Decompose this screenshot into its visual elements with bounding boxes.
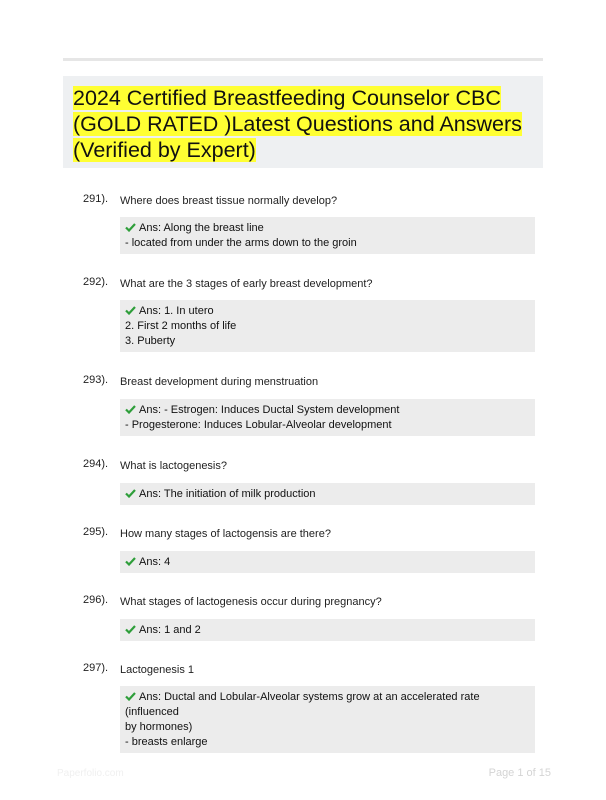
page-number: Page 1 of 15 — [488, 767, 551, 779]
top-divider — [63, 58, 543, 61]
check-icon — [125, 223, 136, 232]
check-icon — [125, 489, 136, 498]
answer-box — [120, 217, 535, 254]
answer-box — [120, 483, 535, 505]
answer-box — [120, 399, 535, 436]
answer-box — [120, 619, 535, 641]
document-title: 2024 Certified Breastfeeding Counselor CBC (GOLD RATED )Latest Questions and Answers (Verified by Expert) — [73, 86, 522, 162]
question-text: How many stages of lactogensis are there? — [120, 528, 331, 540]
question-number: 297). — [83, 662, 109, 674]
question-number: 294). — [83, 458, 109, 470]
question-text: Breast development during menstruation — [120, 376, 319, 388]
answer-box — [120, 551, 535, 573]
answer-line: Ans: Along the breast line — [139, 222, 264, 234]
answer-line: Ans: The initiation of milk production — [139, 488, 316, 500]
question-text: Where does breast tissue normally develop? — [120, 195, 338, 207]
answer-line: 2. First 2 months of life — [125, 320, 237, 332]
title-banner — [63, 76, 543, 168]
check-icon — [125, 306, 136, 315]
check-icon — [125, 405, 136, 414]
question-number: 293). — [83, 374, 109, 386]
question-text: What are the 3 stages of early breast development? — [120, 278, 373, 290]
answer-box — [120, 300, 535, 352]
question-text: What stages of lactogenesis occur during pregnancy? — [120, 596, 382, 608]
answer-line: Ans: - Estrogen: Induces Ductal System development — [139, 404, 400, 416]
answer-line: - located from under the arms down to the groin — [125, 237, 357, 249]
answer-box — [120, 686, 535, 753]
question-number: 291). — [83, 193, 109, 205]
answer-line: - Progesterone: Induces Lobular-Alveolar development — [125, 419, 392, 431]
answer-line: Ans: 1 and 2 — [139, 624, 201, 636]
question-number: 296). — [83, 594, 109, 606]
check-icon — [125, 692, 136, 701]
answer-line: - breasts enlarge — [125, 736, 208, 748]
check-icon — [125, 557, 136, 566]
answer-line: Ans: 1. In utero — [139, 305, 214, 317]
answer-line: Ans: 4 — [139, 556, 171, 568]
question-text: What is lactogenesis? — [120, 460, 227, 472]
footer-site-watermark: Paperfolio.com — [57, 768, 124, 779]
question-number: 295). — [83, 526, 109, 538]
answer-line: Ans: Ductal and Lobular-Alveolar systems grow at an accelerated rate (influenced — [125, 691, 480, 718]
answer-line: 3. Puberty — [125, 335, 176, 347]
answer-line: by hormones) — [125, 721, 193, 733]
check-icon — [125, 625, 136, 634]
question-number: 292). — [83, 276, 109, 288]
question-text: Lactogenesis 1 — [120, 664, 194, 676]
